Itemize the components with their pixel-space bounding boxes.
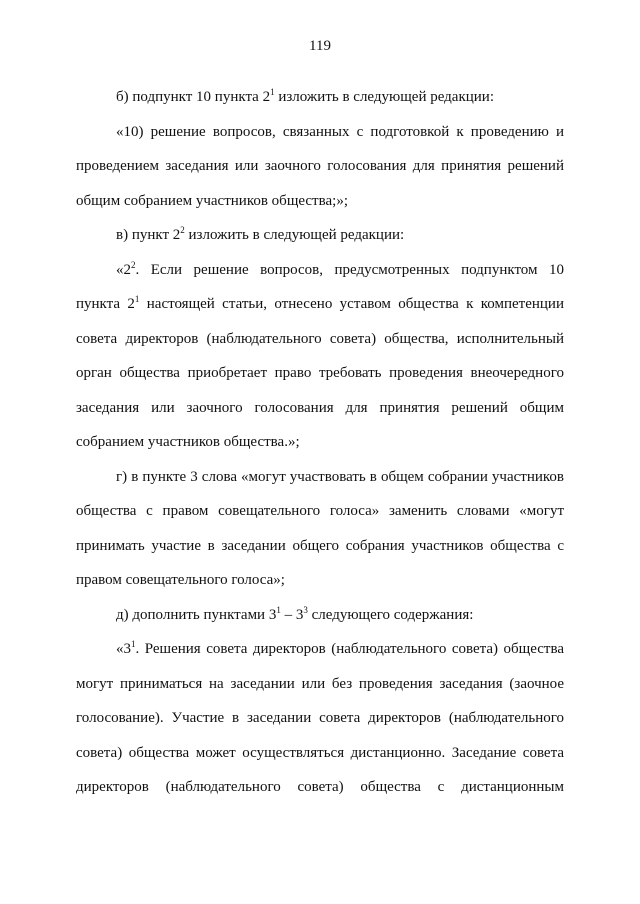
- page-number: 119: [309, 38, 331, 54]
- superscript: 1: [270, 87, 275, 97]
- superscript: 1: [276, 604, 281, 615]
- superscript: 1: [131, 639, 136, 649]
- paragraph-text: настоящей статьи, отнесено уставом общества к компетенции совета директоров (наблюдательного совета) общества, исполнительный орган общества приобретает право требовать проведения внеочередного заседания или заочного голосования для принятия решений общим собранием участников общества.»;: [76, 296, 564, 450]
- superscript: 2: [180, 225, 185, 235]
- paragraph-b: [76, 80, 564, 115]
- paragraph-v: [76, 218, 564, 253]
- paragraph-quote-10: [76, 115, 564, 219]
- paragraph-text: в) пункт 2: [116, 227, 181, 243]
- superscript: 2: [131, 259, 136, 270]
- superscript: 1: [134, 294, 140, 304]
- paragraph-quote-2-2: [76, 253, 564, 460]
- paragraph-quote-3-1: [76, 632, 564, 805]
- paragraph-text: д) дополнить пунктами 3: [116, 606, 277, 623]
- paragraph-text: г) в пункте 3 слова «могут участвовать в общем собрании участников общества с правом совещательного голоса» заменить словами «могут принимать участие в заседании общего собрания участников общества с правом совещательного голоса»;: [76, 468, 564, 588]
- document-body: [76, 80, 564, 805]
- paragraph-text: . Решения совета директоров (наблюдательного совета) общества могут приниматься на заседании или без проведения заседания (заочное голосование). Участие в заседании совета директоров (наблюдательного совета) общества может осуществляться дистанционно. Заседание совета директоров (наблюдательного совета) общества с дистанционным: [76, 641, 564, 795]
- paragraph-text: изложить в следующей редакции:: [274, 89, 495, 105]
- paragraph-text: «2: [116, 261, 131, 278]
- paragraph-text: следующего содержания:: [307, 606, 474, 623]
- superscript: 3: [303, 604, 308, 615]
- paragraph-g: [76, 460, 564, 598]
- paragraph-text: «3: [116, 641, 131, 657]
- paragraph-text: «10) решение вопросов, связанных с подготовкой к проведению и проведением заседания или заочного голосования для принятия решений общим собранием участников общества;»;: [76, 123, 564, 209]
- paragraph-text: . Если решение вопросов, предусмотренных подпунктом 10 пункта 2: [76, 261, 564, 312]
- paragraph-text: – 3: [280, 606, 304, 623]
- paragraph-d: [76, 598, 564, 633]
- paragraph-text: б) подпункт 10 пункта 2: [116, 89, 271, 105]
- paragraph-text: изложить в следующей редакции:: [184, 227, 405, 243]
